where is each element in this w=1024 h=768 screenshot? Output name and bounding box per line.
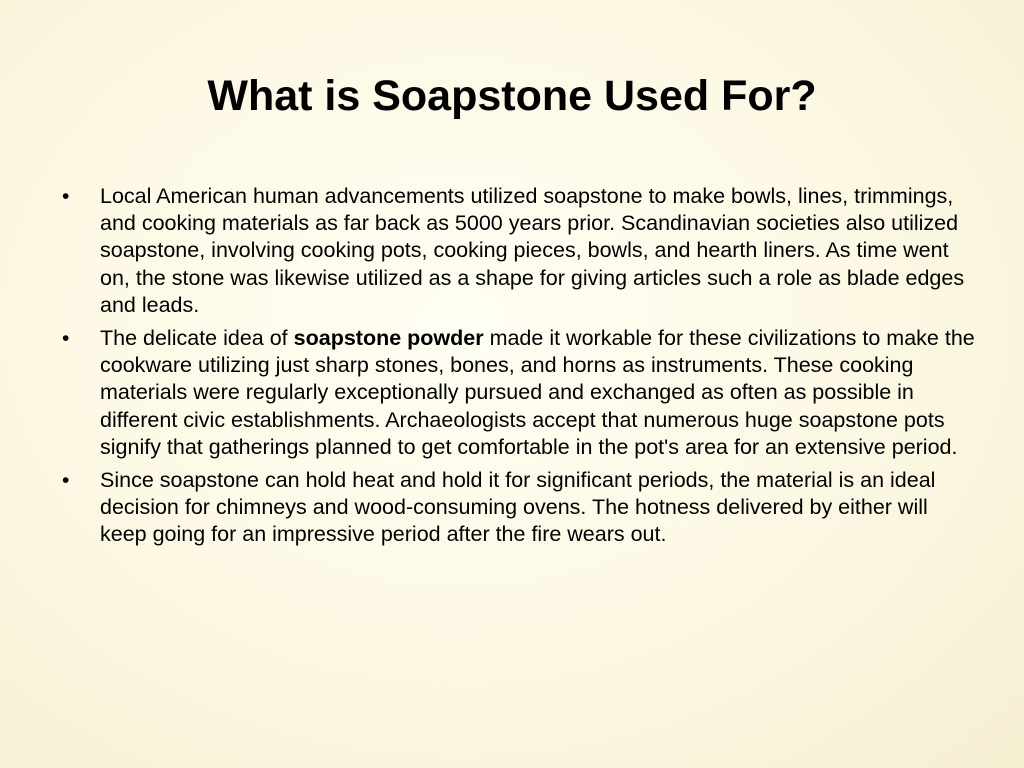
bullet-list — [58, 183, 976, 555]
bullet-text-bold: soapstone powder — [293, 326, 484, 351]
bullet-text — [100, 467, 976, 549]
slide-title: What is Soapstone Used For? — [207, 72, 817, 120]
bullet-text — [100, 183, 976, 319]
bullet-glyph: • — [62, 185, 70, 208]
bullet-item-2 — [58, 325, 976, 461]
bullet-glyph: • — [62, 327, 70, 351]
bullet-text-plain: Since soapstone can hold heat and hold it for significant periods, the material is an ideal decision for chimneys and wood-consuming ovens. The hotness delivered by either will keep going for an impressive period after the fire wears out. — [100, 468, 936, 547]
bullet-item-1 — [58, 183, 976, 319]
bullet-text-plain: The delicate idea of — [100, 326, 294, 351]
bullet-item-3 — [58, 467, 976, 549]
bullet-text-plain: Local American human advancements utilized soapstone to make bowls, lines, trimmings, and cooking materials as far back as 5000 years prior. Scandinavian societies also utilized soapstone, involving cooking pots, cooking pieces, bowls, and hearth liners. As time went on, the stone was likewise utilized as a shape for giving articles such a role as blade edges and leads. — [100, 184, 965, 317]
bullet-glyph: • — [62, 469, 70, 493]
bullet-text-plain: made it workable for these civilizations to make the cookware utilizing just sharp stones, bones, and horns as instruments. These cooking materials were regularly exceptionally pursued and exchanged as often as possible in different civic establishments. Archaeologists accept that numerous huge soapstone pots signify that gatherings planned to get comfortable in the pot's area for an extensive period. — [100, 326, 975, 459]
bullet-text — [100, 325, 976, 461]
